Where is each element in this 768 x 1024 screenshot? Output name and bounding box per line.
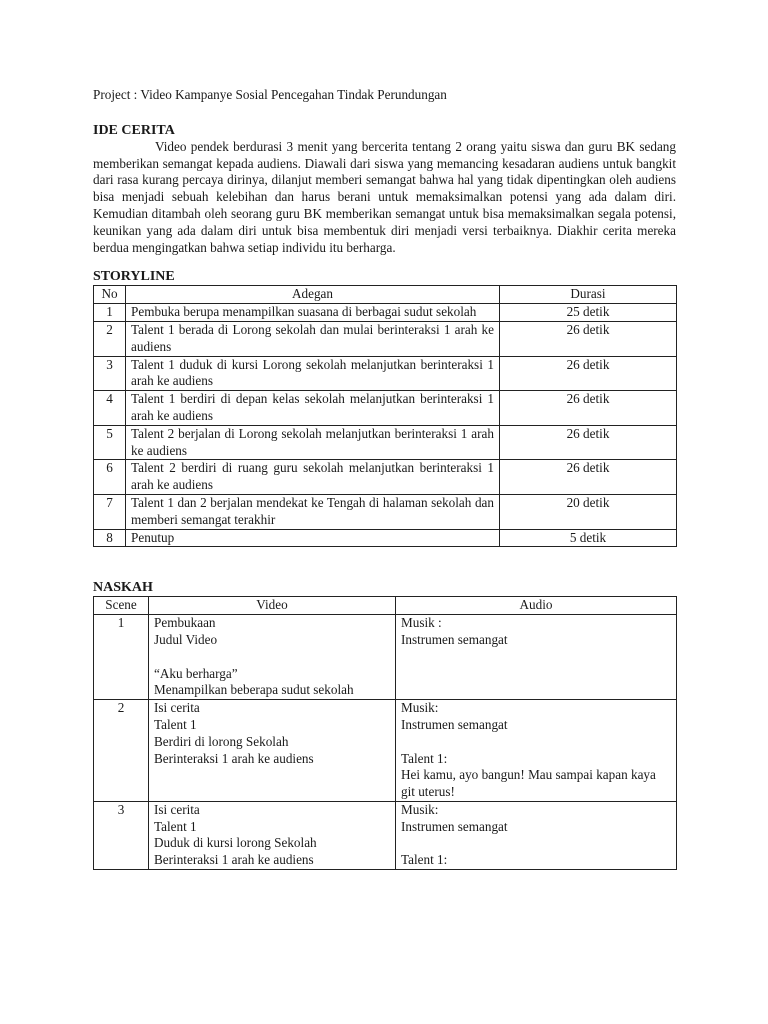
col-header-video: Video — [149, 597, 396, 615]
table-row — [94, 615, 677, 700]
col-header-durasi: Durasi — [500, 286, 677, 304]
audio-line: Talent 1: — [401, 750, 448, 766]
audio-line: Musik : — [401, 615, 442, 631]
table-row — [94, 304, 677, 322]
col-header-no: No — [94, 286, 126, 304]
video-line: Berinteraksi 1 arah ke audiens — [154, 750, 314, 766]
table-row — [94, 494, 677, 529]
row-no: 4 — [94, 391, 126, 426]
row-durasi: 25 detik — [500, 304, 677, 322]
row-durasi: 26 detik — [500, 460, 677, 495]
col-header-audio: Audio — [396, 597, 677, 615]
audio-line — [401, 835, 671, 852]
row-durasi: 26 detik — [500, 425, 677, 460]
video-line: “Aku berharga” — [154, 665, 238, 681]
table-row — [94, 425, 677, 460]
ide-cerita-heading: IDE CERITA — [93, 122, 175, 138]
video-line: Duduk di kursi lorong Sekolah — [154, 835, 317, 851]
video-line: Berdiri di lorong Sekolah — [154, 733, 289, 749]
audio-line: Hei kamu, ayo bangun! Mau sampai kapan kaya git uterus! — [401, 767, 656, 800]
audio-line: Instrumen semangat — [401, 631, 508, 647]
video-line: Talent 1 — [154, 818, 197, 834]
row-video — [149, 700, 396, 802]
naskah-heading: NASKAH — [93, 580, 153, 596]
audio-line — [401, 734, 671, 751]
row-adegan: Talent 2 berjalan di Lorong sekolah melanjutkan berinteraksi 1 arah ke audiens — [126, 425, 500, 460]
row-video — [149, 615, 396, 700]
row-no: 1 — [94, 304, 126, 322]
row-adegan: Talent 1 duduk di kursi Lorong sekolah melanjutkan berinteraksi 1 arah ke audiens — [126, 356, 500, 391]
document-page — [93, 87, 676, 870]
audio-line: Instrumen semangat — [401, 716, 508, 732]
table-row — [94, 356, 677, 391]
row-scene: 2 — [94, 700, 149, 802]
row-adegan: Penutup — [126, 529, 500, 547]
audio-line: Talent 1: — [401, 852, 448, 868]
video-line — [154, 649, 390, 666]
table-row — [94, 700, 677, 802]
naskah-header-row — [94, 597, 677, 615]
audio-line: Instrumen semangat — [401, 818, 508, 834]
table-row — [94, 391, 677, 426]
row-no: 8 — [94, 529, 126, 547]
row-no: 3 — [94, 356, 126, 391]
storyline-table — [93, 285, 677, 547]
row-adegan: Talent 1 berada di Lorong sekolah dan mulai berinteraksi 1 arah ke audiens — [126, 321, 500, 356]
table-row — [94, 529, 677, 547]
row-adegan: Talent 1 dan 2 berjalan mendekat ke Tengah di halaman sekolah dan memberi semangat terakhir — [126, 494, 500, 529]
col-header-adegan: Adegan — [126, 286, 500, 304]
row-audio — [396, 615, 677, 700]
table-row — [94, 321, 677, 356]
audio-line: Musik: — [401, 801, 439, 817]
row-scene: 3 — [94, 801, 149, 869]
table-row — [94, 460, 677, 495]
video-line: Isi cerita — [154, 801, 200, 817]
row-durasi: 20 detik — [500, 494, 677, 529]
video-line: Talent 1 — [154, 716, 197, 732]
table-row — [94, 801, 677, 869]
row-no: 6 — [94, 460, 126, 495]
video-line: Berinteraksi 1 arah ke audiens — [154, 852, 314, 868]
row-no: 2 — [94, 321, 126, 356]
col-header-scene: Scene — [94, 597, 149, 615]
video-line: Menampilkan beberapa sudut sekolah — [154, 682, 354, 698]
row-adegan: Talent 2 berdiri di ruang guru sekolah melanjutkan berinteraksi 1 arah ke audiens — [126, 460, 500, 495]
video-line: Isi cerita — [154, 700, 200, 716]
row-audio — [396, 700, 677, 802]
row-no: 7 — [94, 494, 126, 529]
naskah-table — [93, 596, 677, 870]
row-durasi: 26 detik — [500, 391, 677, 426]
ide-cerita-paragraph: Video pendek berdurasi 3 menit yang bercerita tentang 2 orang yaitu siswa dan guru BK sedang memberikan semangat kepada audiens. Diawali dari siswa yang memancing kesadaran audiens untuk bangkit dari rasa kurang percaya dirinya, dilanjut memberi semangat bahwa hal yang tidak dipentingkan oleh audiens bisa menjadi sebuah kelebihan dan harus berani untuk memaksimalkan potensi yang ada dalam diri. Kemudian ditambah oleh seorang guru BK memberikan semangat untuk bisa memaksimalkan segala potensi, keunikan yang ada dalam diri untuk bisa membentuk diri menjadi versi terbaiknya. Diakhir cerita mereka berdua mengingatkan bahwa setiap individu itu berharga. — [93, 138, 676, 255]
row-video — [149, 801, 396, 869]
storyline-heading: STORYLINE — [93, 269, 175, 285]
storyline-header-row — [94, 286, 677, 304]
video-line: Judul Video — [154, 631, 218, 647]
row-scene: 1 — [94, 615, 149, 700]
row-no: 5 — [94, 425, 126, 460]
audio-line: Musik: — [401, 700, 439, 716]
video-line: Pembukaan — [154, 615, 216, 631]
row-durasi: 26 detik — [500, 356, 677, 391]
row-adegan: Pembuka berupa menampilkan suasana di berbagai sudut sekolah — [126, 304, 500, 322]
row-durasi: 26 detik — [500, 321, 677, 356]
row-adegan: Talent 1 berdiri di depan kelas sekolah melanjutkan berinteraksi 1 arah ke audiens — [126, 391, 500, 426]
row-durasi: 5 detik — [500, 529, 677, 547]
row-audio — [396, 801, 677, 869]
project-title: Project : Video Kampanye Sosial Pencegahan Tindak Perundungan — [93, 87, 447, 102]
